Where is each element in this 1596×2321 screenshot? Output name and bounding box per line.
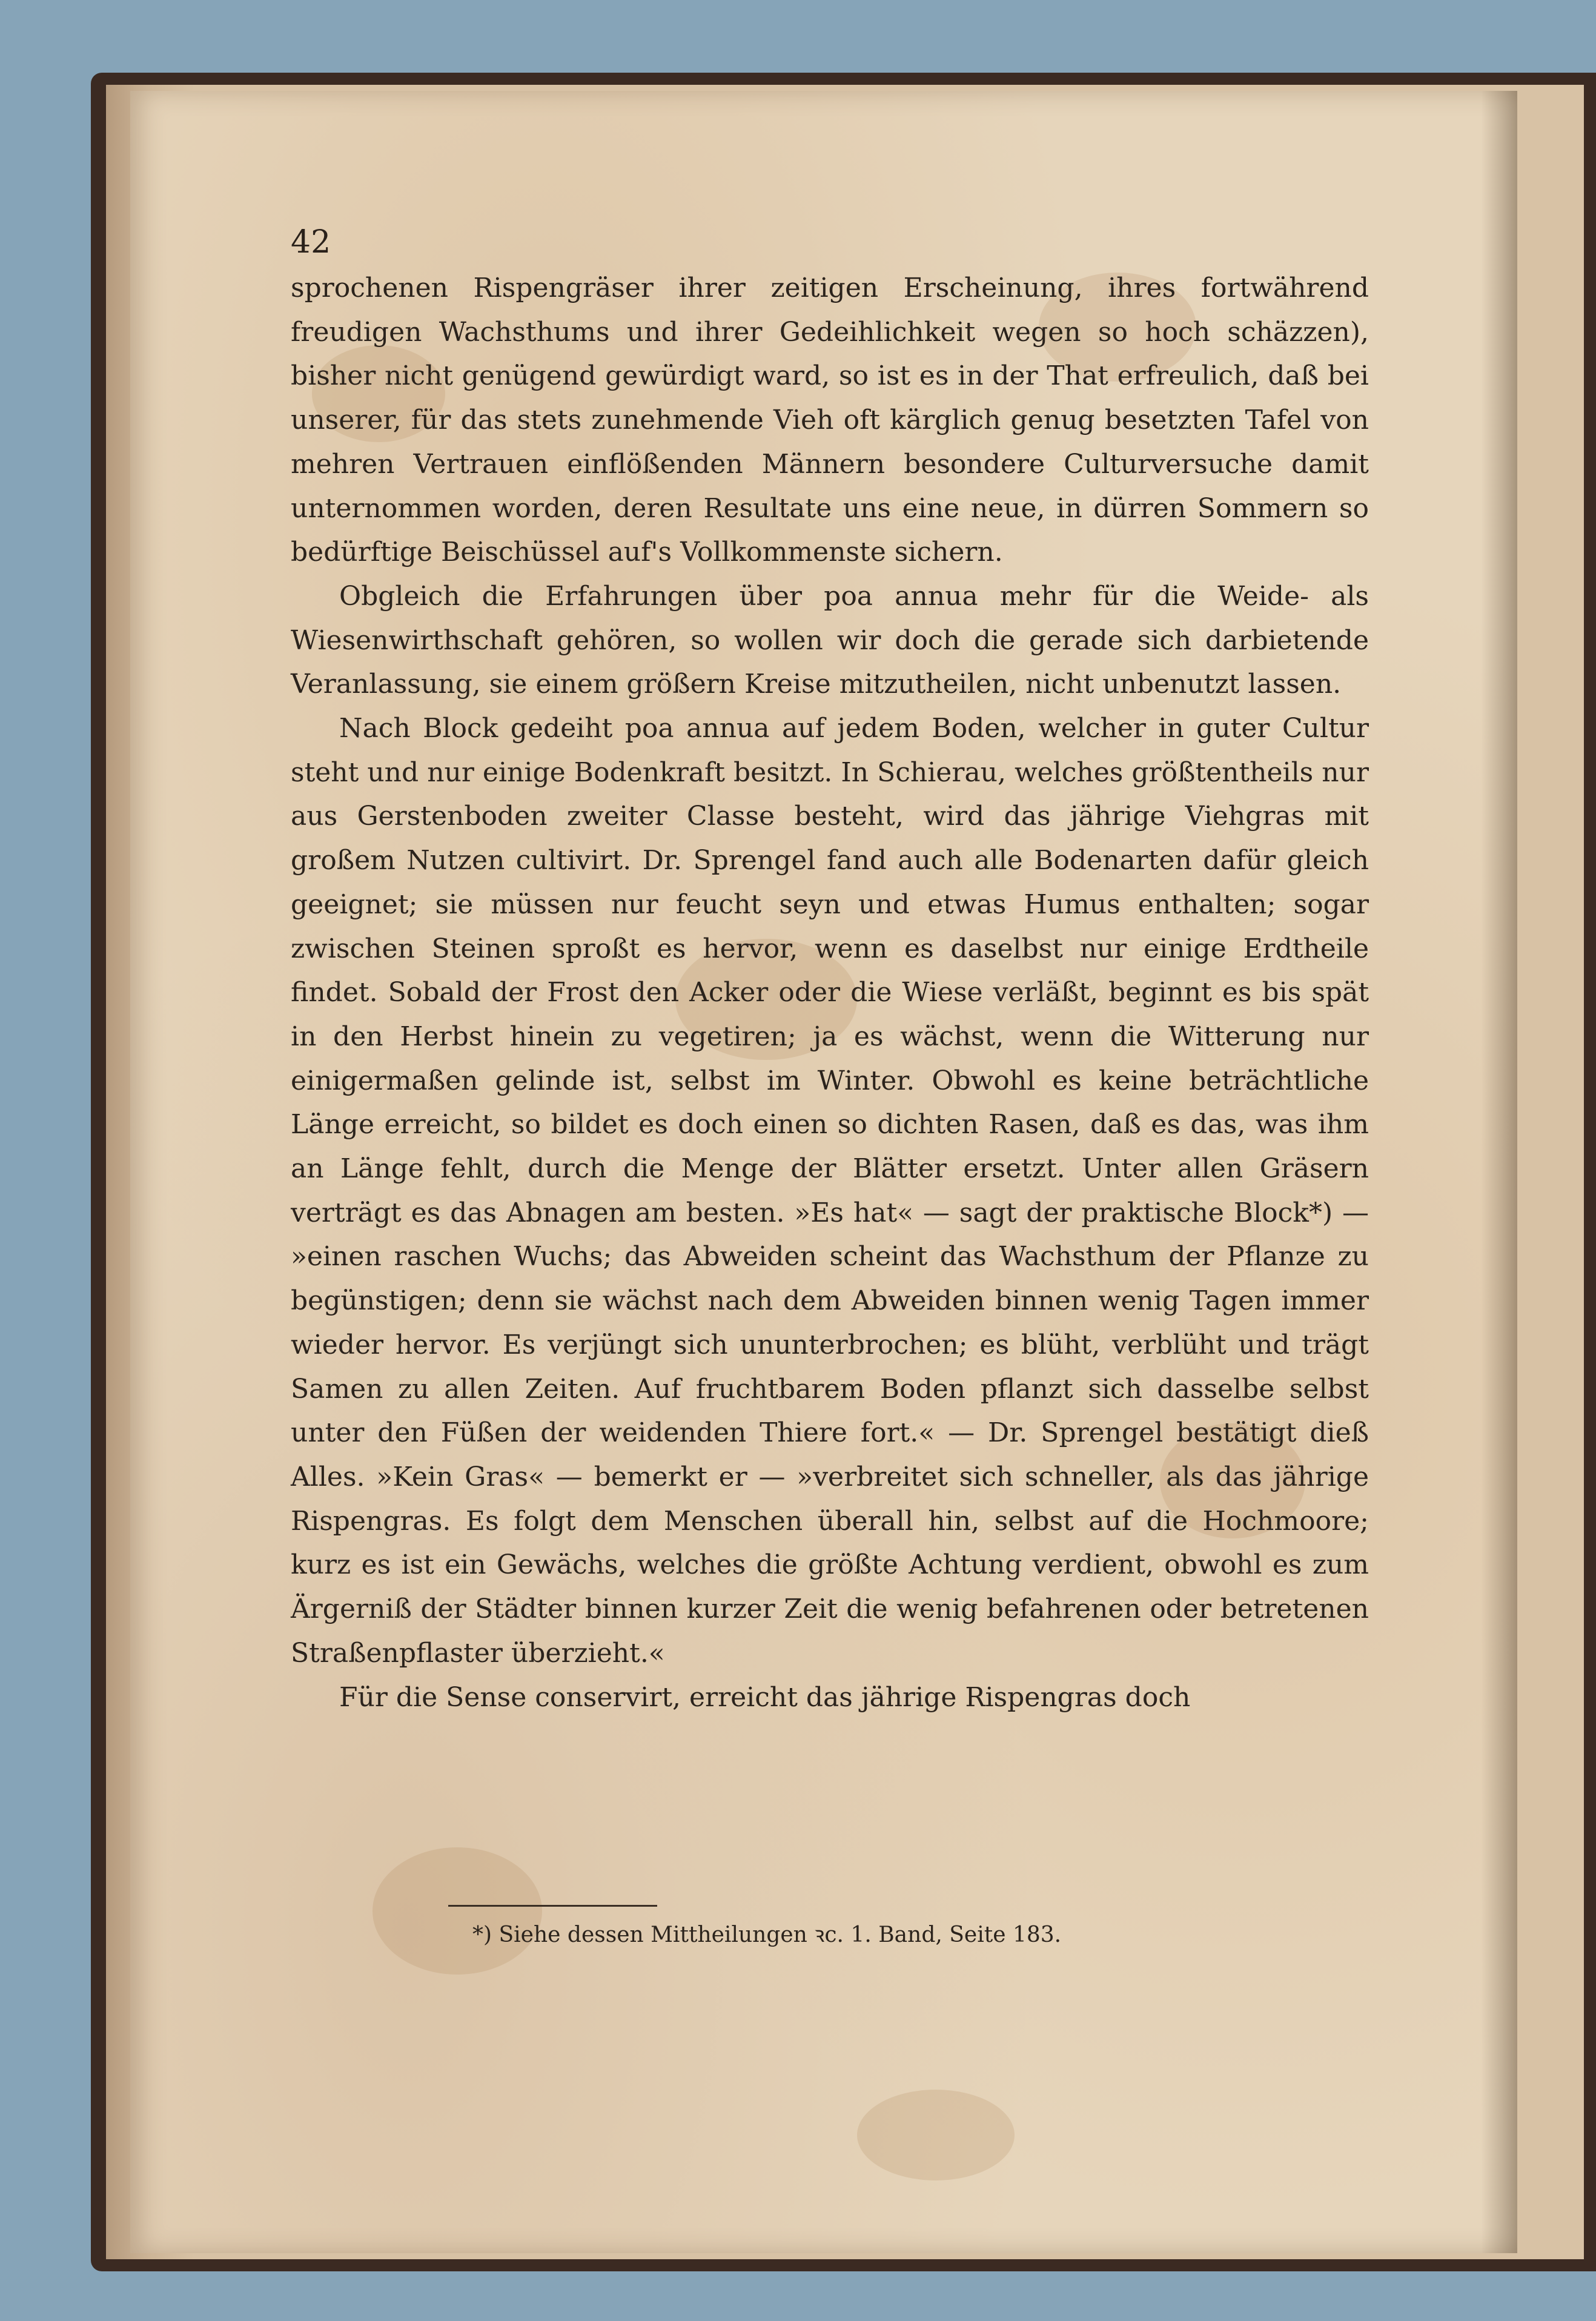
stain (373, 1847, 542, 1975)
stain (857, 2090, 1015, 2180)
paragraph-1: sprochenen Rispengräser ihrer zeitigen Erscheinung, ihres fortwährend freudigen Wachsthums und ihrer Gedeihlichkeit wegen so hoch schäzzen), bisher nicht genügend gewürdigt ward, so ist es in der That erfreulich, daß bei unserer, für das stets zunehmende Vieh oft kärglich genug besetzten Tafel von mehren Vertrauen einflößenden Männern besondere Culturversuche damit unternommen worden, deren Resultate uns eine neue, in dürren Sommern so bedürftige Beischüssel auf's Vollkommenste sichern. (291, 273, 1369, 568)
page-number: 42 (291, 224, 331, 260)
gutter-shadow (1481, 91, 1517, 2253)
body-text (291, 267, 1369, 1720)
paragraph-3: Nach Block gedeiht poa annua auf jedem Boden, welcher in guter Cultur steht und nur einige Bodenkraft besitzt. In Schierau, welches größtentheils nur aus Gerstenboden zweiter Classe besteht, wird das jährige Viehgras mit großem Nutzen cultivirt. Dr. Sprengel fand auch alle Bodenarten dafür gleich geeignet; sie müssen nur feucht seyn und etwas Humus enthalten; sogar zwischen Steinen sproßt es hervor, wenn es daselbst nur einige Erdtheile findet. Sobald der Frost den Acker oder die Wiese verläßt, beginnt es bis spät in den Herbst hinein zu vegetiren; ja es wächst, wenn die Witterung nur einigermaßen gelinde ist, selbst im Winter. Obwohl es keine beträchtliche Länge erreicht, so bildet es doch einen so dichten Rasen, daß es das, was ihm an Länge fehlt, durch die Menge der Blätter ersetzt. Unter allen Gräsern verträgt es das Abnagen am besten. »Es hat« — sagt der praktische Block*) — »einen raschen Wuchs; das Abweiden scheint das Wachsthum der Pflanze zu begünstigen; denn sie wächst nach dem Abweiden binnen wenig Tagen immer wieder hervor. Es verjüngt sich ununterbrochen; es blüht, verblüht und trägt Samen zu allen Zeiten. Auf fruchtbarem Boden pflanzt sich dasselbe selbst unter den Füßen der weidenden Thiere fort.« — Dr. Sprengel bestätigt dieß Alles. »Kein Gras« — bemerkt er — »verbreitet sich schneller, als das jährige Rispengras. Es folgt dem Menschen überall hin, selbst auf die Hochmoore; kurz es ist ein Gewächs, welches die größte Achtung verdient, obwohl es zum Ärgerniß der Städter binnen kurzer Zeit die wenig befahrenen oder betretenen Straßenpflaster überzieht.« (291, 713, 1369, 1669)
paragraph-4: Für die Sense conservirt, erreicht das jährige Rispengras doch (339, 1681, 1191, 1713)
footnote-rule (448, 1905, 657, 1907)
paragraph-2: Obgleich die Erfahrungen über poa annua mehr für die Weide- als Wiesenwirthschaft gehören, so wollen wir doch die gerade sich darbietende Veranlassung, sie einem größern Kreise mitzutheilen, nicht unbenutzt lassen. (291, 580, 1369, 700)
footnote: *) Siehe dessen Mittheilungen ꝛc. 1. Band, Seite 183. (472, 1922, 1062, 1947)
